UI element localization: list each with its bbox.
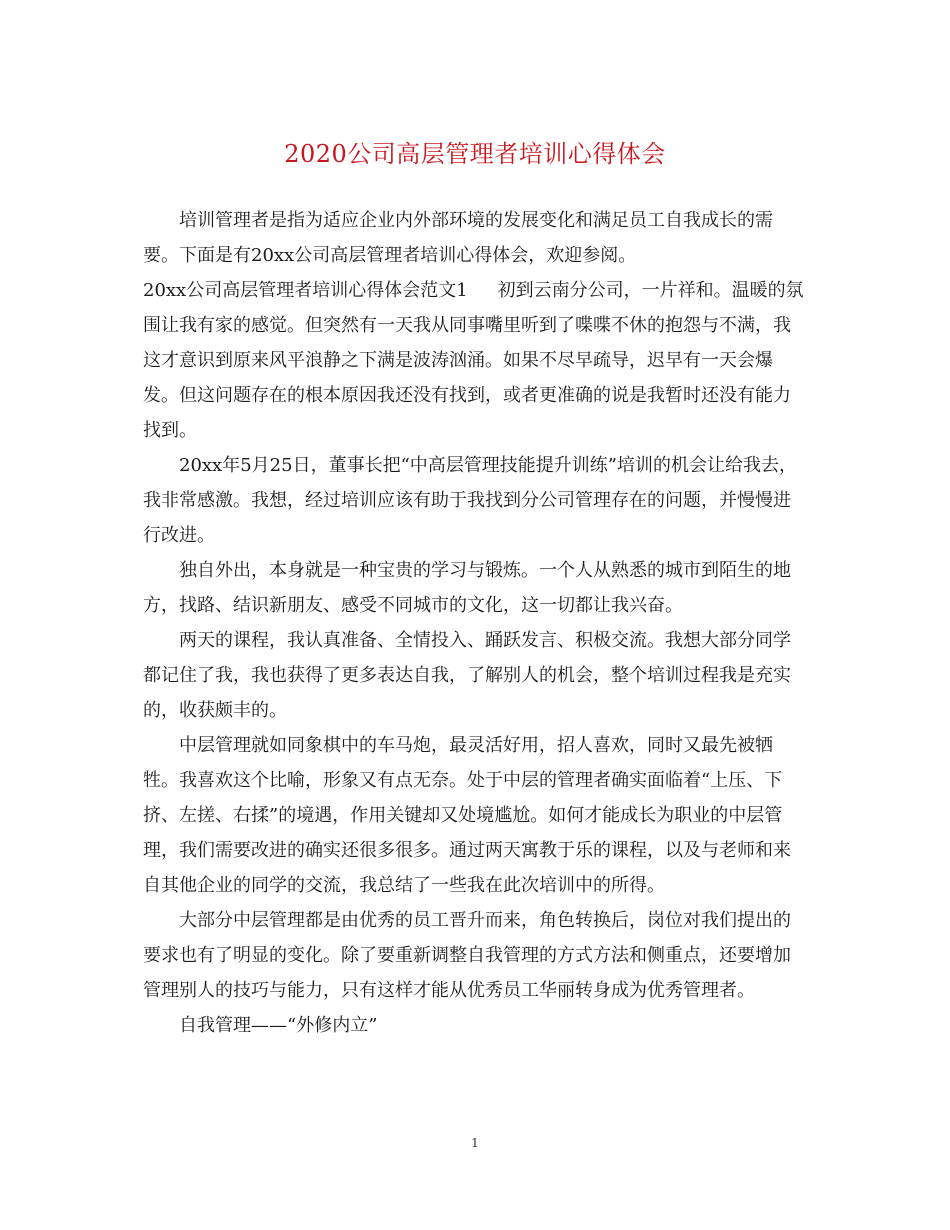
body-paragraph: 大部分中层管理都是由优秀的员工晋升而来，角色转换后，岗位对我们提出的要求也有了明显的变化。除了要重新调整自我管理的方式方法和侧重点，还要增加管理别人的技巧与能力，只有这样才能从优秀员工华丽转身成为优秀管理者。 xyxy=(143,910,791,1001)
page-title: 2020公司高层管理者培训心得体会 xyxy=(284,140,666,168)
page-number: 1 xyxy=(471,1136,479,1150)
body-paragraph: 20xx年5月25日，董事长把“中高层管理技能提升训练”培训的机会让给我去，我非常感激。我想，经过培训应该有助于我找到分公司管理存在的问题，并慢慢进行改进。 xyxy=(143,455,797,546)
body-paragraph: 中层管理就如同象棋中的车马炮，最灵活好用，招人喜欢，同时又最先被牺牲。我喜欢这个比喻，形象又有点无奈。处于中层的管理者确实面临着“上压、下挤、左搓、右揉”的境遇，作用关键却又处境尴尬。如何才能成长为职业的中层管理，我们需要改进的确实还很多很多。通过两天寓教于乐的课程，以及与老师和来自其他企业的同学的交流，我总结了一些我在此次培训中的所得。 xyxy=(143,735,791,896)
subheading: 自我管理——“外修内立” xyxy=(179,1015,378,1036)
section-paragraph xyxy=(143,273,808,448)
body-paragraph: 两天的课程，我认真准备、全情投入、踊跃发言、积极交流。我想大部分同学都记住了我，我也获得了更多表达自我，了解别人的机会，整个培训过程我是充实的，收获颇丰的。 xyxy=(143,630,791,721)
body-paragraph: 独自外出，本身就是一种宝贵的学习与锻炼。一个人从熟悉的城市到陌生的地方，找路、结识新朋友、感受不同城市的文化，这一切都让我兴奋。 xyxy=(143,560,791,616)
intro-paragraph: 培训管理者是指为适应企业内外部环境的发展变化和满足员工自我成长的需要。下面是有20xx公司高层管理者培训心得体会，欢迎参阅。 xyxy=(143,210,773,266)
section-first-text: 初到云南分公司，一片祥和。温暖的氛围让我有家的感觉。但突然有一天我从同事嘴里听到了喋喋不休的抱怨与不满，我这才意识到原来风平浪静之下满是波涛汹涌。如果不尽早疏导，迟早有一天会爆发。但这问题存在的根本原因我还没有找到，或者更准确的说是我暂时还没有能力找到。 xyxy=(143,280,804,441)
section-heading: 20xx公司高层管理者培训心得体会范文1 xyxy=(143,280,468,301)
document-body xyxy=(143,203,808,1043)
